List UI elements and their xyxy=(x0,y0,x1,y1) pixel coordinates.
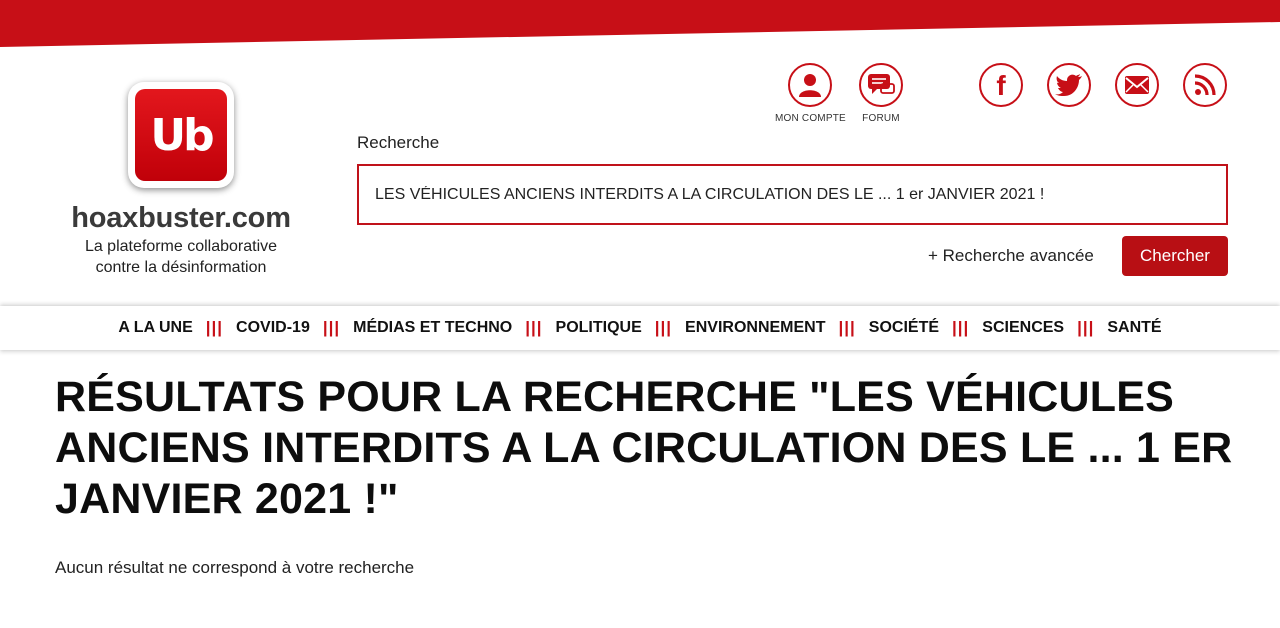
nav-separator: ||| xyxy=(322,318,341,337)
logo-mark: Ub xyxy=(135,89,227,181)
nav-separator: ||| xyxy=(1077,318,1095,337)
mail-link[interactable] xyxy=(1114,63,1160,107)
mail-icon xyxy=(1115,63,1159,107)
rss-link[interactable] xyxy=(1182,63,1228,107)
top-banner-stripe xyxy=(0,0,1280,50)
nav-separator: ||| xyxy=(952,318,970,337)
main-nav xyxy=(0,306,1280,350)
user-icon xyxy=(788,63,832,107)
nav-item-sante[interactable]: SANTÉ xyxy=(1107,319,1162,336)
forum-icon xyxy=(859,63,903,107)
nav-separator: ||| xyxy=(205,318,224,337)
nav-separator: ||| xyxy=(838,318,856,337)
nav-item-environnement[interactable]: ENVIRONNEMENT xyxy=(685,319,826,336)
svg-text:f: f xyxy=(996,71,1006,99)
site-name: hoaxbuster.com xyxy=(71,202,291,234)
twitter-icon xyxy=(1047,63,1091,107)
nav-item-sciences[interactable]: SCIENCES xyxy=(982,319,1065,336)
account-button[interactable] xyxy=(775,63,845,124)
account-caption: MON COMPTE xyxy=(775,113,846,124)
nav-item-societe[interactable]: SOCIÉTÉ xyxy=(868,319,940,336)
nav-item-a-la-une[interactable]: A LA UNE xyxy=(118,319,193,336)
logo[interactable] xyxy=(128,82,234,188)
search-label: Recherche xyxy=(357,133,440,152)
nav-item-politique[interactable]: POLITIQUE xyxy=(555,319,642,336)
search-input[interactable] xyxy=(357,164,1228,225)
tagline-line-1: La plateforme collaborative xyxy=(84,238,278,255)
facebook-icon xyxy=(979,63,1023,107)
no-results-message: Aucun résultat ne correspond à votre recherche xyxy=(55,558,415,577)
nav-item-covid-19[interactable]: COVID-19 xyxy=(236,319,310,336)
forum-button[interactable] xyxy=(846,63,916,124)
twitter-link[interactable] xyxy=(1046,63,1092,107)
nav-separator: ||| xyxy=(525,318,543,337)
forum-caption: FORUM xyxy=(862,113,900,124)
facebook-link[interactable] xyxy=(978,63,1024,107)
search-button[interactable]: Chercher xyxy=(1122,236,1228,276)
rss-icon xyxy=(1183,63,1227,107)
tagline-line-2: contre la désinformation xyxy=(95,259,267,276)
nav-item-medias-et-techno[interactable]: MÉDIAS ET TECHNO xyxy=(353,319,513,336)
results-title: RÉSULTATS POUR LA RECHERCHE "LES VÉHICULES ANCIENS INTERDITS A LA CIRCULATION DES LE ... 1 ER JANVIER 2021 !" xyxy=(55,373,1233,523)
advanced-search-link[interactable]: + Recherche avancée xyxy=(928,246,1094,265)
nav-separator: ||| xyxy=(654,318,673,337)
site-logo-block[interactable] xyxy=(50,82,312,277)
